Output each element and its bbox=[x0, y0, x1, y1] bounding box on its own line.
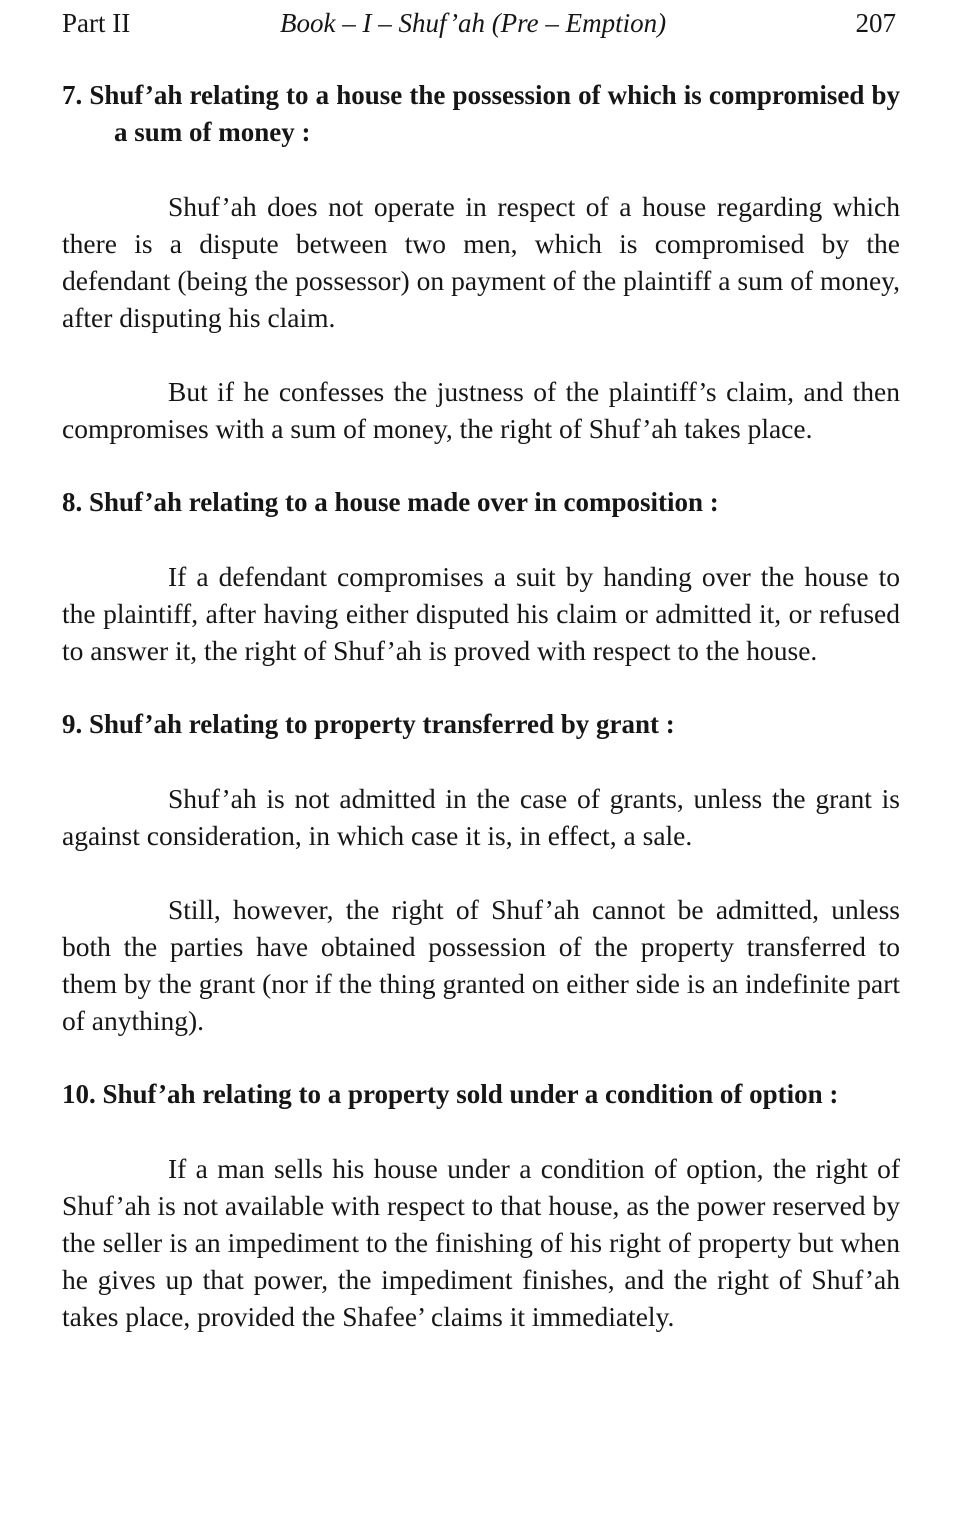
section-9-heading: 9. Shuf’ah relating to property transferred by grant : bbox=[62, 709, 675, 739]
running-header bbox=[62, 0, 900, 40]
document-page bbox=[62, 0, 900, 1335]
section-7-paragraph-2: But if he confesses the justness of the plaintiff’s claim, and then compromises with a sum of money, the right of Shuf’ah takes place. bbox=[62, 376, 900, 444]
section-7-heading: 7. Shuf’ah relating to a house the possession of which is compromised by a sum of money : bbox=[62, 80, 900, 147]
section-10-heading: 10. Shuf’ah relating to a property sold under a condition of option : bbox=[62, 1079, 839, 1109]
book-title: Book – I – Shuf’ah (Pre – Emption) bbox=[280, 8, 667, 38]
section-8-heading: 8. Shuf’ah relating to a house made over in composition : bbox=[62, 487, 719, 517]
section-9-paragraph-2: Still, however, the right of Shuf’ah cannot be admitted, unless both the parties have obtained possession of the property transferred to them by the grant (nor if the thing granted on either side is an indefinite part of anything). bbox=[62, 894, 900, 1036]
section-9-paragraph-1: Shuf’ah is not admitted in the case of grants, unless the grant is against consideration, in which case it is, in effect, a sale. bbox=[62, 783, 900, 851]
section-7-paragraph-1: Shuf’ah does not operate in respect of a house regarding which there is a dispute between two men, which is compromised by the defendant (being the possessor) on payment of the plaintiff a sum of money, after disputing his claim. bbox=[62, 191, 900, 333]
page-number: 207 bbox=[855, 8, 896, 38]
part-label: Part II bbox=[62, 8, 131, 38]
section-8-paragraph-1: If a defendant compromises a suit by handing over the house to the plaintiff, after having either disputed his claim or admitted it, or refused to answer it, the right of Shuf’ah is proved with respect to the house. bbox=[62, 561, 900, 666]
section-10-paragraph-1: If a man sells his house under a condition of option, the right of Shuf’ah is not available with respect to that house, as the power reserved by the seller is an impediment to the finishing of his right of property but when he gives up that power, the impediment finishes, and the right of Shuf’ah takes place, provided the Shafee’ claims it immediately. bbox=[62, 1153, 900, 1332]
